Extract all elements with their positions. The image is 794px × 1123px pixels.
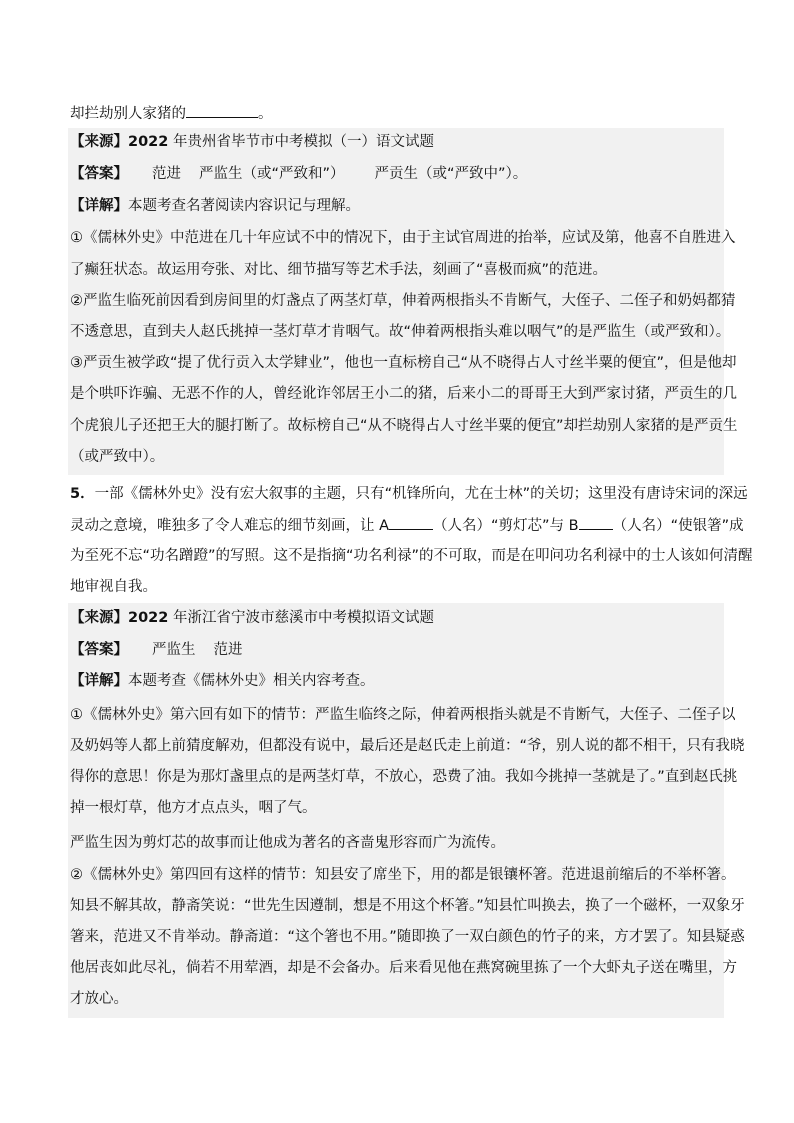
answer-line: 【答案】 严监生 范进 — [70, 642, 243, 658]
detail-text: 箸来，范进又不肯举动。静斋道：“这个箸也不用。”随即换了一双白颜色的竹子的来，方才罢了。知县疑惑 — [70, 929, 745, 945]
question-tail: 却拦劫别人家猪的 。 — [70, 103, 724, 124]
detail-text: 严监生因为剪灯芯的故事而让他成为著名的吝啬鬼形容而广为流传。 — [70, 835, 505, 851]
detail-text: 了癫狂状态。故运用夸张、对比、细节描写等艺术手法，刻画了“喜极而疯”的范进。 — [70, 262, 608, 278]
detail-text: 不透意思，直到夫人赵氏挑掉一茎灯草才肯咽气。故“伸着两根指头难以咽气”的是严监生（或严致和）。 — [70, 324, 731, 340]
answer-blank — [186, 103, 258, 118]
detail-text: 是个哄吓诈骗、无恶不作的人，曾经讹诈邻居王小二的猪，后来小二的哥哥王大到严家讨猪，严贡生的几 — [70, 386, 737, 402]
question-5-line: 为至死不忘“功名蹭蹬”的写照。这不是指摘“功名利禄”的不可取，而是在叩问功名利禄中的士人该如何清醒 — [70, 548, 753, 564]
question-5-line: 灵动之意境，唯独多了令人难忘的细节刻画，让 A （人名）“剪灯芯”与 B （人名）“使银箸”成 — [70, 515, 724, 536]
detail-text: ②严监生临死前因看到房间里的灯盏点了两茎灯草，伸着两根指头不肯断气，大侄子、二侄子和奶妈都猜 — [70, 293, 736, 309]
answer-line: 【答案】 范进 严监生（或“严致和”） 严贡生（或“严致中”）。 — [70, 166, 528, 182]
detail-text: ①《儒林外史》第六回有如下的情节：严监生临终之际，伸着两根指头就是不肯断气，大侄子、二侄子以 — [70, 707, 736, 723]
detail-text: 知县不解其故，静斋笑说：“世先生因遵制，想是不用这个杯箸。”知县忙叫换去，换了一个磁杯，一双象牙 — [70, 898, 745, 914]
detail-text: ③严贡生被学政“提了优行贡入太学肄业”，他也一直标榜自己“从不晓得占人寸丝半粟的便宜”，但是他却 — [70, 355, 737, 371]
question-5-line: 地审视自我。 — [70, 579, 157, 595]
detail-text: 才放心。 — [70, 991, 128, 1007]
detail-text: 他居丧如此尽礼，倘若不用荤酒，却是不会备办。后来看见他在燕窝碗里拣了一个大虾丸子送在嘴里，方 — [70, 960, 737, 976]
detail-text: 掉一根灯草，他方才点点头，咽了气。 — [70, 800, 317, 816]
detail-text: ①《儒林外史》中范进在几十年应试不中的情况下，由于主试官周进的抬举，应试及第，他喜不自胜进入 — [70, 230, 736, 246]
source-line: 【来源】2022 年贵州省毕节市中考模拟（一）语文试题 — [70, 134, 434, 150]
answer-blank-b — [579, 515, 613, 530]
detail-text: 个虎狼儿子还把王大的腿打断了。故标榜自己“从不晓得占人寸丝半粟的便宜”却拦劫别人家猪的是严贡生 — [70, 418, 738, 434]
detail-text: 得你的意思！你是为那灯盏里点的是两茎灯草，不放心，恐费了油。我如今挑掉一茎就是了。”直到赵氏挑 — [70, 769, 738, 785]
detail-line: 【详解】本题考查《儒林外史》相关内容考查。 — [70, 673, 375, 689]
source-line: 【来源】2022 年浙江省宁波市慈溪市中考模拟语文试题 — [70, 610, 434, 626]
detail-text: （或严致中）。 — [70, 449, 165, 465]
question-5: 5．一部《儒林外史》没有宏大叙事的主题，只有“机锋所向，尤在士林”的关切；这里没有唐诗宋词的深远 — [70, 486, 748, 502]
detail-text: 及奶妈等人都上前猜度解劝，但都没有说中，最后还是赵氏走上前道：“爷，别人说的都不相干，只有我晓 — [70, 738, 745, 754]
answer-blank-a — [389, 515, 433, 530]
detail-line: 【详解】本题考查名著阅读内容识记与理解。 — [70, 198, 360, 214]
detail-text: ②《儒林外史》第四回有这样的情节：知县安了席坐下，用的都是银镶杯箸。范进退前缩后的不举杯箸。 — [70, 867, 736, 883]
